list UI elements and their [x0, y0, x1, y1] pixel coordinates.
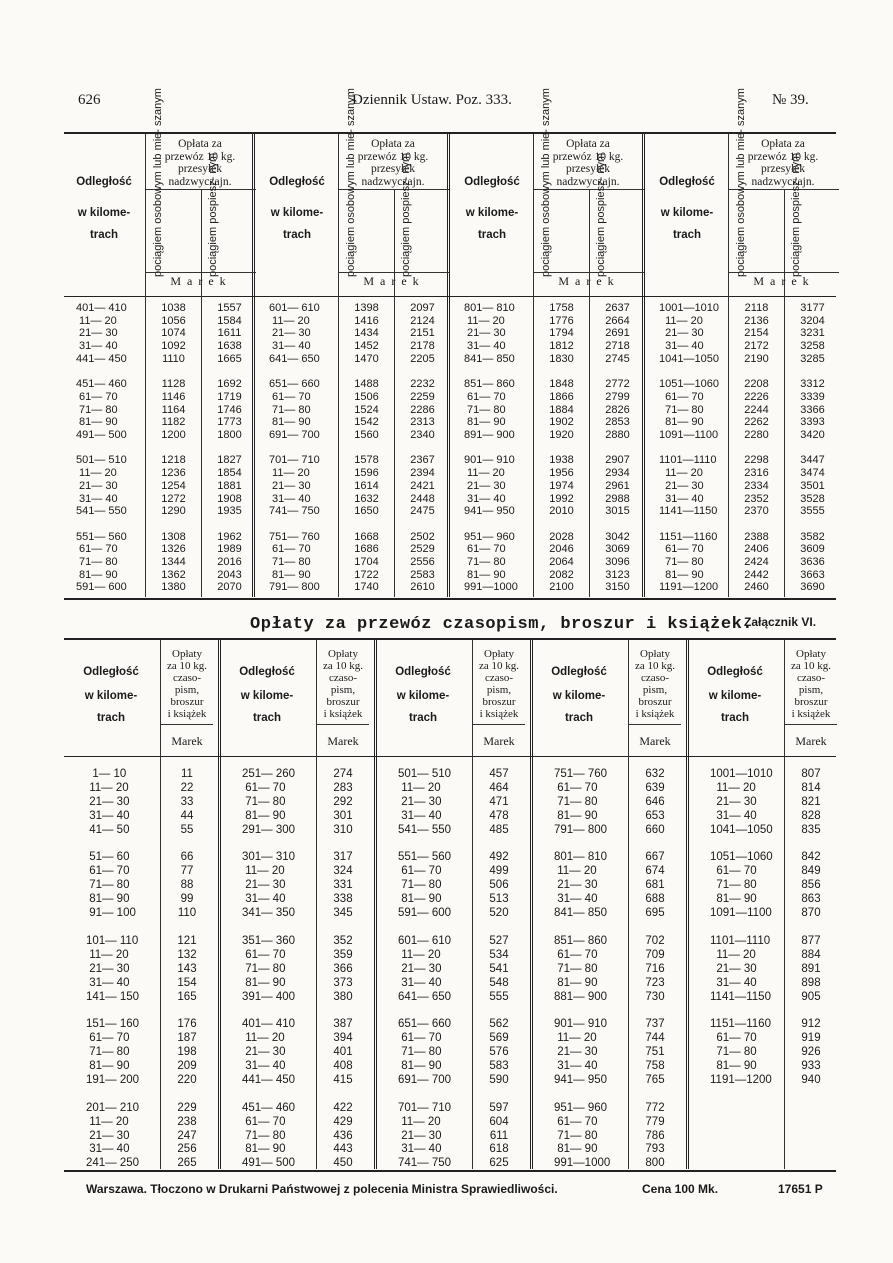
table1-bottom-rule [64, 598, 836, 600]
distance-column: 601— 610 11— 20 21— 30 31— 40 641— 650 651— 660 61— 70 71— 80 81— 90 691— 700 701— 710 11— 20 21— 30 31— 40 741— 750 751— 760 61— 70 71— 80 81— 90 791— 800 [269, 302, 320, 594]
fee-pospieszny-column: 3177 3204 3231 3258 3285 3312 3339 3366 3393 3420 3447 3474 3501 3528 3555 3582 3609 3636 3663 3690 [800, 302, 825, 594]
fee-header-label: za 10 kg. [166, 660, 207, 672]
fee-header-label: pism, [486, 684, 512, 696]
header-subrule [146, 272, 256, 273]
distance-column: 501— 510 11— 20 21— 30 31— 40 541— 550 551— 560 61— 70 71— 80 81— 90 591— 600 601— 610 11— 20 21— 30 31— 40 641— 650 651— 660 61— 70 71— 80 81— 90 691— 700 701— 710 11— 20 21— 30 31— 40 741— 750 [398, 768, 452, 1170]
header-subrule [534, 272, 644, 273]
fee-header-label: czaso- [328, 672, 358, 684]
fee-header-label: Opłaty [640, 648, 670, 660]
distance-header-label: Odległość [659, 176, 715, 188]
sub-column-osobowy-label: pociągiem osobowym lub mie- szanym [735, 88, 747, 277]
header-subrule [629, 724, 681, 725]
fee-header-label: czaso- [172, 672, 202, 684]
table2-divider [218, 640, 221, 1169]
fee-pospieszny-column: 2097 2124 2151 2178 2205 2232 2259 2286 2313 2340 2367 2394 2421 2448 2475 2502 2529 2556 2583 2610 [410, 302, 435, 594]
fee-header-label: Opłata za [566, 138, 610, 150]
sub-column-osobowy-label: pociągiem osobowym lub mie- szanym [345, 88, 357, 277]
fee-header-label: przewóz 10 kg. [552, 150, 624, 163]
distance-column: 801— 810 11— 20 21— 30 31— 40 841— 850 851— 860 61— 70 71— 80 81— 90 891— 900 901— 910 11— 20 21— 30 31— 40 941— 950 951— 960 61— 70 71— 80 81— 90 991—1000 [464, 302, 518, 594]
fee-column: 807 814 821 828 835 842 849 856 863 870 877 884 891 898 905 912 919 926 933 940 [801, 768, 821, 1086]
fee-column: 632 639 646 653 660 667 674 681 688 695 702 709 716 723 730 737 744 751 758 765 772 779 786 793 800 [645, 768, 665, 1170]
fee-header-label: Opłata za [178, 138, 222, 150]
fee-header-label: przesyłek [177, 163, 223, 175]
sub-column-pospieszny-label: pociągiem pospiesz- nym [400, 152, 412, 277]
table1-top-rule [64, 132, 836, 134]
distance-column: 1001—1010 11— 20 21— 30 31— 40 1041—1050 1051—1060 61— 70 71— 80 81— 90 1091—1100 1101—1110 11— 20 21— 30 31— 40 1141—1150 1151—1160 61— 70 71— 80 81— 90 1191—1200 [659, 302, 719, 594]
fee-header-label: broszur [482, 696, 516, 708]
fee-header-label: i książek [479, 708, 519, 720]
fee-osobowy-column: 1398 1416 1434 1452 1470 1488 1506 1524 1542 1560 1578 1596 1614 1632 1650 1668 1686 1704 1722 1740 [354, 302, 379, 594]
table2-divider [686, 640, 689, 1169]
fee-header-label: i książek [323, 708, 363, 720]
distance-header-label: Odległość [83, 666, 139, 678]
fee-header-label: nadzwyczajn. [751, 175, 815, 188]
sub-column-pospieszny-label: pociągiem pospiesz- nym [790, 152, 802, 277]
footer-price: Cena 100 Mk. [642, 1182, 719, 1196]
distance-header-label: Odległość [239, 666, 295, 678]
fee-header-label: i książek [635, 708, 675, 720]
distance-header-label: trach [252, 712, 282, 724]
issue-number: № 39. [772, 92, 809, 108]
distance-header-label: w kilome- [270, 207, 324, 219]
fee-header-label: przesyłek [370, 163, 416, 175]
fee-header-label: i książek [791, 708, 831, 720]
distance-header-label: Odległość [707, 666, 763, 678]
fee-header-label: nadzwyczajn. [556, 175, 620, 188]
fee-header-label: Opłaty [484, 648, 514, 660]
distance-header-label: trach [672, 229, 702, 241]
fee-header-label: Opłaty [172, 648, 202, 660]
sub-column-osobowy-label: pociągiem osobowym lub mie- szanym [540, 88, 552, 277]
distance-header-label: trach [96, 712, 126, 724]
fee-header-label: przewóz 10 kg. [747, 150, 819, 163]
fee-header-label: pism, [330, 684, 356, 696]
header-subrule [161, 724, 213, 725]
header-subrule [339, 272, 449, 273]
fee-header-label: broszur [170, 696, 204, 708]
fee-header-label: czaso- [796, 672, 826, 684]
header-subrule [729, 272, 839, 273]
distance-header-label: Odległość [551, 666, 607, 678]
fee-column: 457 464 471 478 485 492 499 506 513 520 527 534 541 548 555 562 569 576 583 590 597 604 611 618 625 [489, 768, 509, 1170]
distance-header-label: Odległość [395, 666, 451, 678]
fee-header-label: pism, [642, 684, 668, 696]
header-subrule [317, 724, 369, 725]
distance-column: 1001—1010 11— 20 21— 30 31— 40 1041—1050 1051—1060 61— 70 71— 80 81— 90 1091—1100 1101—1110 11— 20 21— 30 31— 40 1141—1150 1151—1160 61— 70 71— 80 81— 90 1191—1200 [710, 768, 773, 1086]
header-subrule [785, 724, 837, 725]
distance-column: 251— 260 61— 70 71— 80 81— 90 291— 300 301— 310 11— 20 21— 30 31— 40 341— 350 351— 360 61— 70 71— 80 81— 90 391— 400 401— 410 11— 20 21— 30 31— 40 441— 450 451— 460 61— 70 71— 80 81— 90 491— 500 [242, 768, 296, 1170]
fee-pospieszny-column: 1557 1584 1611 1638 1665 1692 1719 1746 1773 1800 1827 1854 1881 1908 1935 1962 1989 2016 2043 2070 [217, 302, 242, 594]
unit-label: Marek [327, 734, 359, 748]
distance-header-label: Odległość [76, 176, 132, 188]
distance-column: 1— 10 11— 20 21— 30 31— 40 41— 50 51— 60 61— 70 71— 80 81— 90 91— 100 101— 110 11— 20 21— 30 31— 40 141— 150 151— 160 61— 70 71— 80 81— 90 191— 200 201— 210 11— 20 21— 30 31— 40 241— 250 [86, 768, 140, 1170]
distance-column: 751— 760 61— 70 71— 80 81— 90 791— 800 801— 810 11— 20 21— 30 31— 40 841— 850 851— 860 61— 70 71— 80 81— 90 881— 900 901— 910 11— 20 21— 30 31— 40 941— 950 951— 960 61— 70 71— 80 81— 90 991—1000 [554, 768, 611, 1170]
distance-header-label: trach [477, 229, 507, 241]
unit-label: Marek [753, 274, 815, 288]
fee-header-label: broszur [326, 696, 360, 708]
table2-divider [530, 640, 533, 1169]
fee-column: 274 283 292 301 310 317 324 331 338 345 352 359 366 373 380 387 394 401 408 415 422 429 436 443 450 [333, 768, 353, 1170]
distance-header-label: trach [564, 712, 594, 724]
sub-column-pospieszny-label: pociągiem pospiesz- nym [207, 152, 219, 277]
unit-label: Marek [558, 274, 620, 288]
table2-title: Opłaty za przewóz czasopism, broszur i książek. [250, 615, 753, 634]
footer-imprint: Warszawa. Tłoczono w Drukarni Państwowej z polecenia Ministra Sprawiedliwości. [86, 1182, 558, 1196]
distance-header-label: Odległość [464, 176, 520, 188]
fee-osobowy-column: 1758 1776 1794 1812 1830 1848 1866 1884 1902 1920 1938 1956 1974 1992 2010 2028 2046 2064 2082 2100 [549, 302, 574, 594]
table1-header-rule [64, 296, 836, 297]
fee-header-label: broszur [794, 696, 828, 708]
distance-header-label: Odległość [269, 176, 325, 188]
distance-header-label: w kilome- [465, 207, 519, 219]
fee-header-label: czaso- [484, 672, 514, 684]
distance-header-label: trach [282, 229, 312, 241]
fee-header-label: za 10 kg. [790, 660, 831, 672]
fee-header-label: za 10 kg. [322, 660, 363, 672]
fee-osobowy-column: 1038 1056 1074 1092 1110 1128 1146 1164 1182 1200 1218 1236 1254 1272 1290 1308 1326 1344 1362 1380 [161, 302, 186, 594]
fee-header-label: pism, [798, 684, 824, 696]
unit-label: Marek [483, 734, 515, 748]
table2-divider [374, 640, 377, 1169]
distance-header-label: w kilome- [552, 690, 606, 702]
fee-header-label: przewóz 10 kg. [357, 150, 429, 163]
fee-header-label: Opłata za [761, 138, 805, 150]
fee-header-label: Opłaty [796, 648, 826, 660]
distance-header-label: w kilome- [84, 690, 138, 702]
fee-header-label: Opłata za [371, 138, 415, 150]
fee-osobowy-column: 2118 2136 2154 2172 2190 2208 2226 2244 2262 2280 2298 2316 2334 2352 2370 2388 2406 2424 2442 2460 [744, 302, 769, 594]
unit-label: Marek [795, 734, 827, 748]
footer-code: 17651 P [778, 1182, 823, 1196]
distance-header-label: w kilome- [396, 690, 450, 702]
fee-header-label: przesyłek [760, 163, 806, 175]
distance-header-label: w kilome- [240, 690, 294, 702]
header-subrule [473, 724, 525, 725]
fee-header-label: czaso- [640, 672, 670, 684]
fee-header-label: i książek [167, 708, 207, 720]
distance-column: 401— 410 11— 20 21— 30 31— 40 441— 450 451— 460 61— 70 71— 80 81— 90 491— 500 501— 510 11— 20 21— 30 31— 40 541— 550 551— 560 61— 70 71— 80 81— 90 591— 600 [76, 302, 127, 594]
sub-column-osobowy-label: pociągiem osobowym lub mie- szanym [152, 88, 164, 277]
fee-pospieszny-column: 2637 2664 2691 2718 2745 2772 2799 2826 2853 2880 2907 2934 2961 2988 3015 3042 3069 3096 3123 3150 [605, 302, 630, 594]
fee-column: 11 22 33 44 55 66 77 88 99 110 121 132 143 154 165 176 187 198 209 220 229 238 247 256 265 [177, 768, 197, 1170]
journal-title: Dziennik Ustaw. Poz. 333. [352, 92, 512, 108]
annex-label: Załącznik VI. [744, 615, 817, 629]
fee-header-label: nadzwyczajn. [361, 175, 425, 188]
unit-label: Marek [170, 274, 232, 288]
fee-header-label: Opłaty [328, 648, 358, 660]
fee-header-label: za 10 kg. [634, 660, 675, 672]
unit-label: Marek [639, 734, 671, 748]
fee-header-label: przewóz 10 kg. [164, 150, 236, 163]
fee-header-label: za 10 kg. [478, 660, 519, 672]
fee-header-label: pism, [174, 684, 200, 696]
fee-header-label: przesyłek [565, 163, 611, 175]
distance-header-label: w kilome- [77, 207, 131, 219]
table2-header-rule [64, 756, 836, 757]
distance-header-label: w kilome- [660, 207, 714, 219]
distance-header-label: trach [720, 712, 750, 724]
table2-top-rule [64, 638, 836, 640]
unit-label: Marek [171, 734, 203, 748]
sub-column-pospieszny-label: pociągiem pospiesz- nym [595, 152, 607, 277]
distance-header-label: w kilome- [708, 690, 762, 702]
distance-header-label: trach [408, 712, 438, 724]
fee-header-label: nadzwyczajn. [168, 175, 232, 188]
distance-header-label: trach [89, 229, 119, 241]
fee-header-label: broszur [638, 696, 672, 708]
page-header [78, 92, 820, 114]
unit-label: Marek [363, 274, 425, 288]
page-number: 626 [78, 92, 101, 108]
